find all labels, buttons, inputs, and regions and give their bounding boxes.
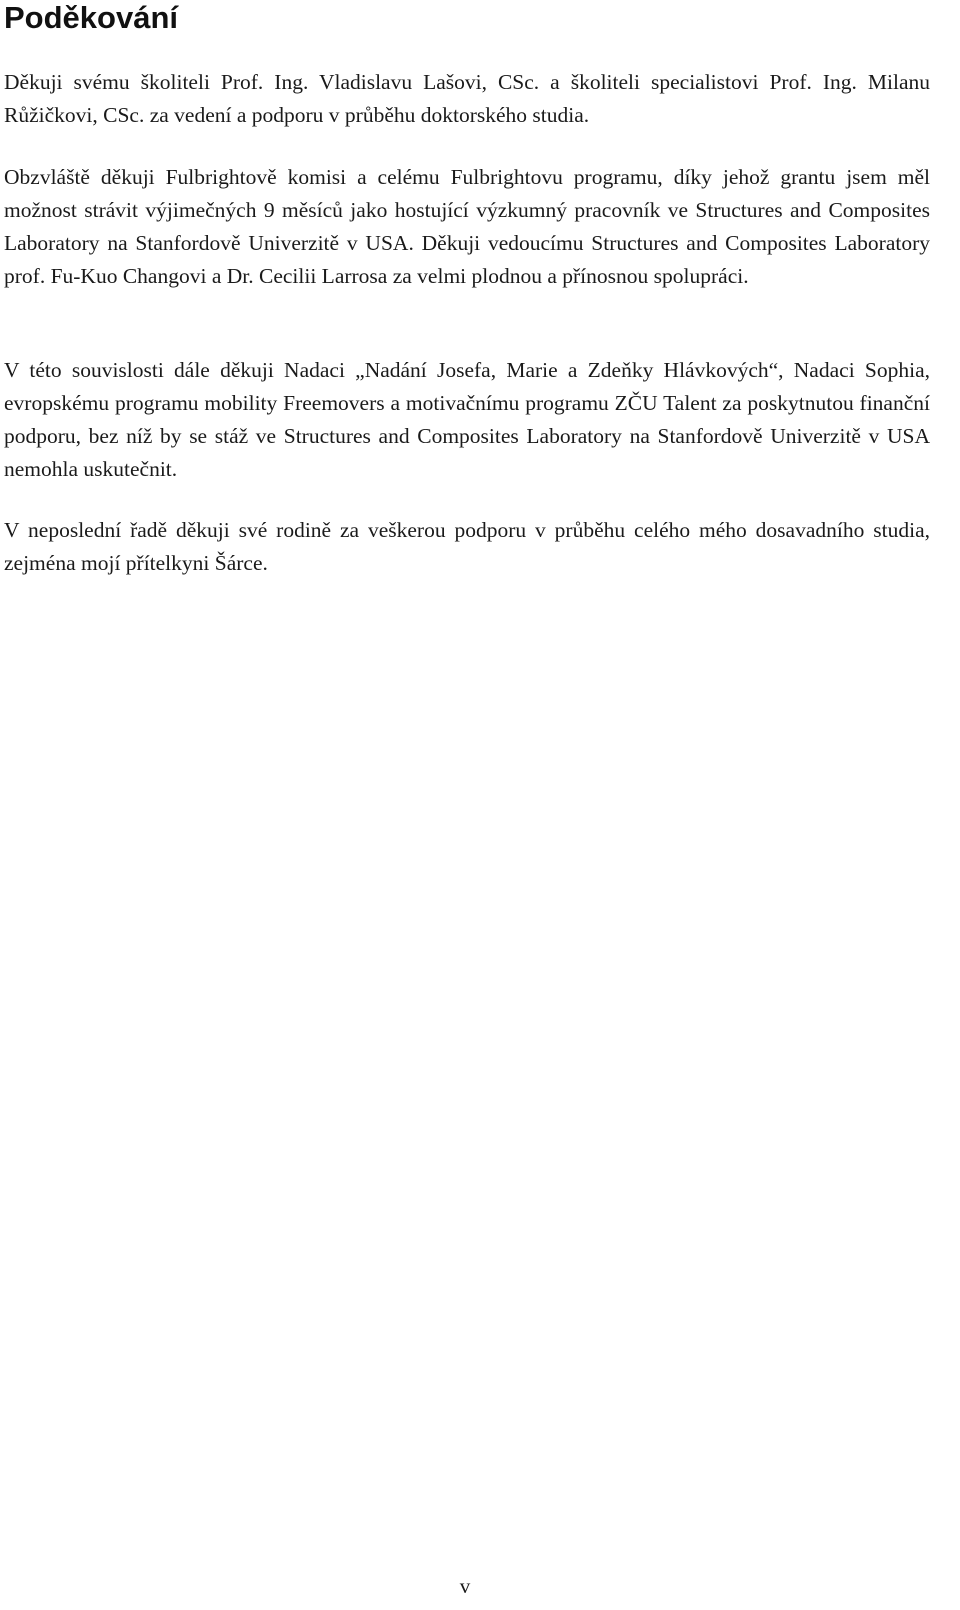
paragraph-fulbright: Obzvláště děkuji Fulbrightově komisi a celému Fulbrightovu programu, díky jehož grantu jsem měl možnost strávit výjimečných 9 měsíců jako hostující výzkumný pracovník ve Structures and Composites Laboratory na Stanfordově Univerzitě v USA. Děkuji vedoucímu Structures and Composites Laboratory prof. Fu-Kuo Changovi a Dr. Cecilii Larrosa za velmi plodnou a přínosnou spolupráci. <box>4 165 930 288</box>
page-number: v <box>459 1574 471 1598</box>
page-title: Poděkování <box>4 0 178 35</box>
paragraph-family: V neposlední řadě děkuji své rodině za veškerou podporu v průběhu celého mého dosavadního studia, zejména mojí přítelkyni Šárce. <box>4 518 930 575</box>
paragraph-supervisors: Děkuji svému školiteli Prof. Ing. Vladislavu Lašovi, CSc. a školiteli specialistovi Prof. Ing. Milanu Růžičkovi, CSc. za vedení a podporu v průběhu doktorského studia. <box>4 70 930 127</box>
paragraph-foundations: V této souvislosti dále děkuji Nadaci „Nadání Josefa, Marie a Zdeňky Hlávkových“, Nadaci Sophia, evropskému programu mobility Freemovers a motivačnímu programu ZČU Talent za poskytnutou finanční podporu, bez níž by se stáž ve Structures and Composites Laboratory na Stanfordově Univerzitě v USA nemohla uskutečnit. <box>4 358 930 481</box>
